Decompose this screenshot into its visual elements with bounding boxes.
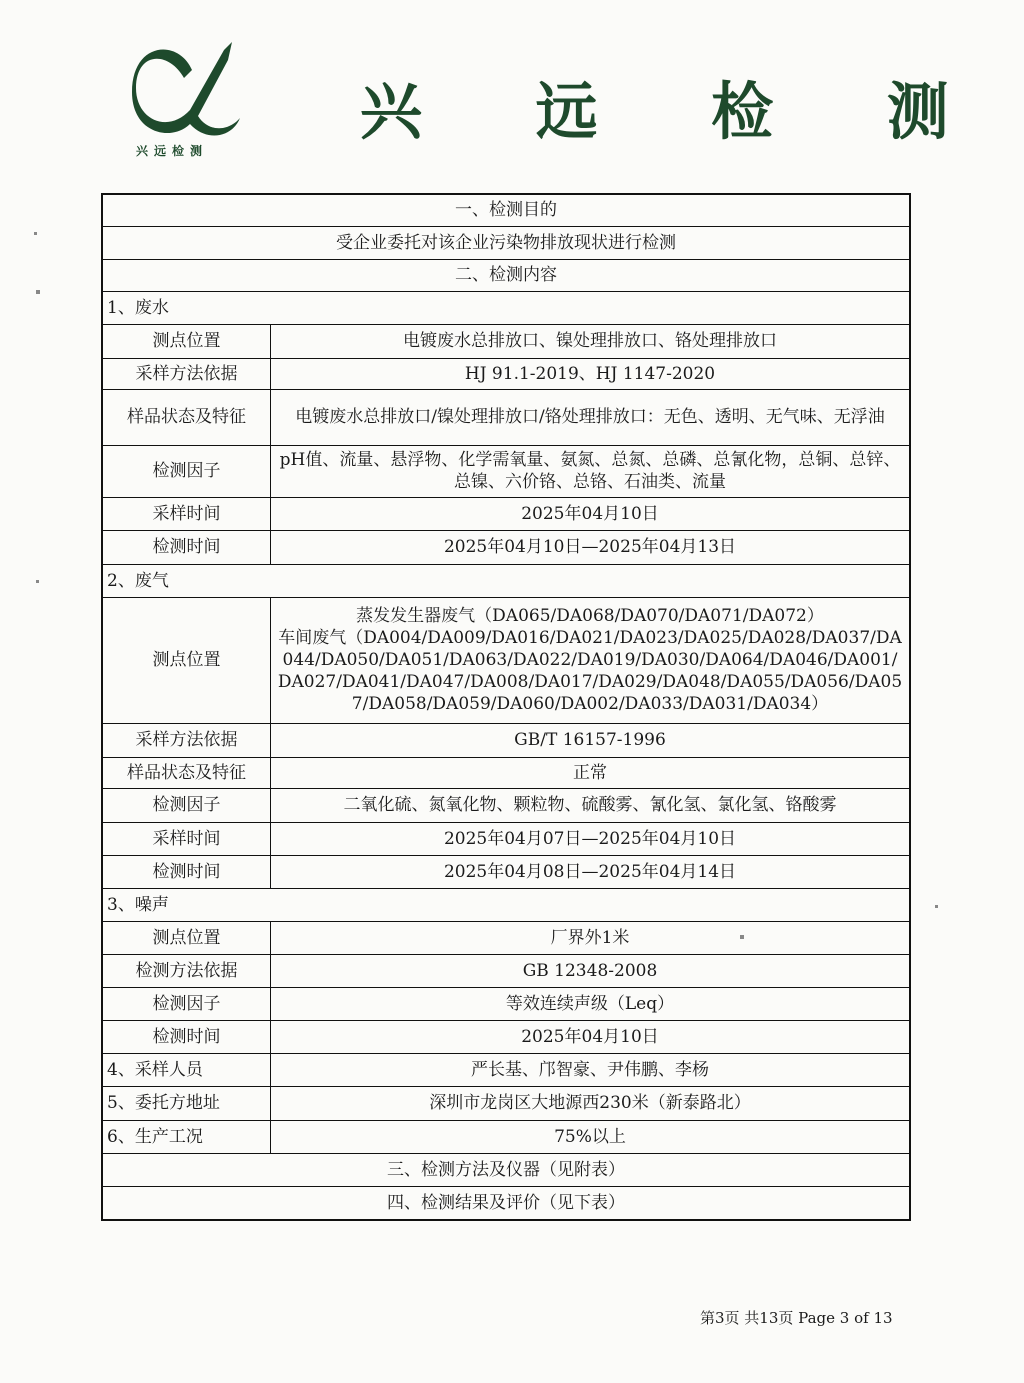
row-value: 深圳市龙岗区大地源西230米（新泰路北） bbox=[271, 1086, 911, 1120]
row-label: 测点位置 bbox=[102, 921, 271, 954]
content-title: 二、检测内容 bbox=[102, 259, 910, 291]
row-label: 样品状态及特征 bbox=[102, 389, 271, 445]
row-value: 2025年04月10日 bbox=[271, 1020, 911, 1053]
gas-location-line: 蒸发发生器废气（DA065/DA068/DA070/DA071/DA072） bbox=[356, 606, 824, 626]
row-label: 6、生产工况 bbox=[102, 1120, 271, 1153]
row-value: 75%以上 bbox=[271, 1120, 911, 1153]
scan-speck bbox=[935, 905, 938, 908]
row-label: 5、委托方地址 bbox=[102, 1086, 271, 1120]
row-label: 检测时间 bbox=[102, 855, 271, 888]
scan-speck bbox=[740, 935, 744, 939]
row-value: 2025年04月10日—2025年04月13日 bbox=[271, 530, 911, 564]
row-value: 二氧化硫、氮氧化物、颗粒物、硫酸雾、氰化氢、氯化氢、铬酸雾 bbox=[271, 788, 911, 822]
row-value: 电镀废水总排放口/镍处理排放口/铬处理排放口：无色、透明、无气味、无浮油 bbox=[271, 389, 911, 445]
row-label: 检测因子 bbox=[102, 987, 271, 1020]
row-value: 等效连续声级（Leq） bbox=[271, 987, 911, 1020]
row-label: 检测因子 bbox=[102, 788, 271, 822]
page-number: 第3页 共13页 Page 3 of 13 bbox=[700, 1309, 893, 1327]
row-label: 4、采样人员 bbox=[102, 1053, 271, 1086]
row-label: 测点位置 bbox=[102, 597, 271, 723]
gas-location-line: 车间废气（DA004/DA009/DA016/DA021/DA023/DA025/DA028/DA037/DA044/DA050/DA051/DA063/DA022/DA019/DA030/DA064/DA046/DA001/DA027/DA041/DA047/DA008/DA017/DA029/DA048/DA055/DA056/DA057/DA058/DA059/DA060/DA002/DA033/DA031/DA034） bbox=[277, 628, 903, 714]
row-value: pH值、流量、悬浮物、化学需氧量、氨氮、总氮、总磷、总氰化物，总铜、总锌、总镍、六价铬、总铬、石油类、流量 bbox=[271, 445, 911, 497]
row-value bbox=[271, 597, 911, 723]
row-label: 检测时间 bbox=[102, 530, 271, 564]
wastewater-title: 1、废水 bbox=[102, 291, 910, 324]
results-title: 四、检测结果及评价（见下表） bbox=[102, 1186, 910, 1220]
row-label: 样品状态及特征 bbox=[102, 757, 271, 788]
inspection-table bbox=[101, 193, 911, 1221]
scan-speck bbox=[34, 232, 37, 235]
company-logo bbox=[128, 38, 248, 166]
noise-title: 3、噪声 bbox=[102, 888, 910, 921]
brand-title: 兴 远 检 测 bbox=[360, 75, 995, 148]
row-label: 采样时间 bbox=[102, 497, 271, 530]
row-value: 严长基、邝智豪、尹伟鹏、李杨 bbox=[271, 1053, 911, 1086]
alpha-logo-icon bbox=[128, 38, 248, 142]
row-value: 2025年04月10日 bbox=[271, 497, 911, 530]
row-label: 测点位置 bbox=[102, 324, 271, 358]
row-value: HJ 91.1-2019、HJ 1147-2020 bbox=[271, 358, 911, 389]
purpose-title: 一、检测目的 bbox=[102, 194, 910, 226]
row-value: 正常 bbox=[271, 757, 911, 788]
row-value: GB/T 16157-1996 bbox=[271, 723, 911, 757]
row-value: 2025年04月07日—2025年04月10日 bbox=[271, 822, 911, 855]
row-label: 采样时间 bbox=[102, 822, 271, 855]
row-label: 检测因子 bbox=[102, 445, 271, 497]
scan-speck bbox=[36, 290, 40, 294]
row-label: 采样方法依据 bbox=[102, 723, 271, 757]
row-value: GB 12348-2008 bbox=[271, 954, 911, 987]
row-value: 2025年04月08日—2025年04月14日 bbox=[271, 855, 911, 888]
logo-caption: 兴远检测 bbox=[136, 144, 209, 158]
methods-title: 三、检测方法及仪器（见附表） bbox=[102, 1153, 910, 1186]
row-label: 检测方法依据 bbox=[102, 954, 271, 987]
purpose-text: 受企业委托对该企业污染物排放现状进行检测 bbox=[102, 226, 910, 259]
row-value: 厂界外1米 bbox=[271, 921, 911, 954]
row-value: 电镀废水总排放口、镍处理排放口、铬处理排放口 bbox=[271, 324, 911, 358]
row-label: 采样方法依据 bbox=[102, 358, 271, 389]
scan-speck bbox=[36, 580, 39, 583]
row-label: 检测时间 bbox=[102, 1020, 271, 1053]
waste-gas-title: 2、废气 bbox=[102, 564, 910, 597]
